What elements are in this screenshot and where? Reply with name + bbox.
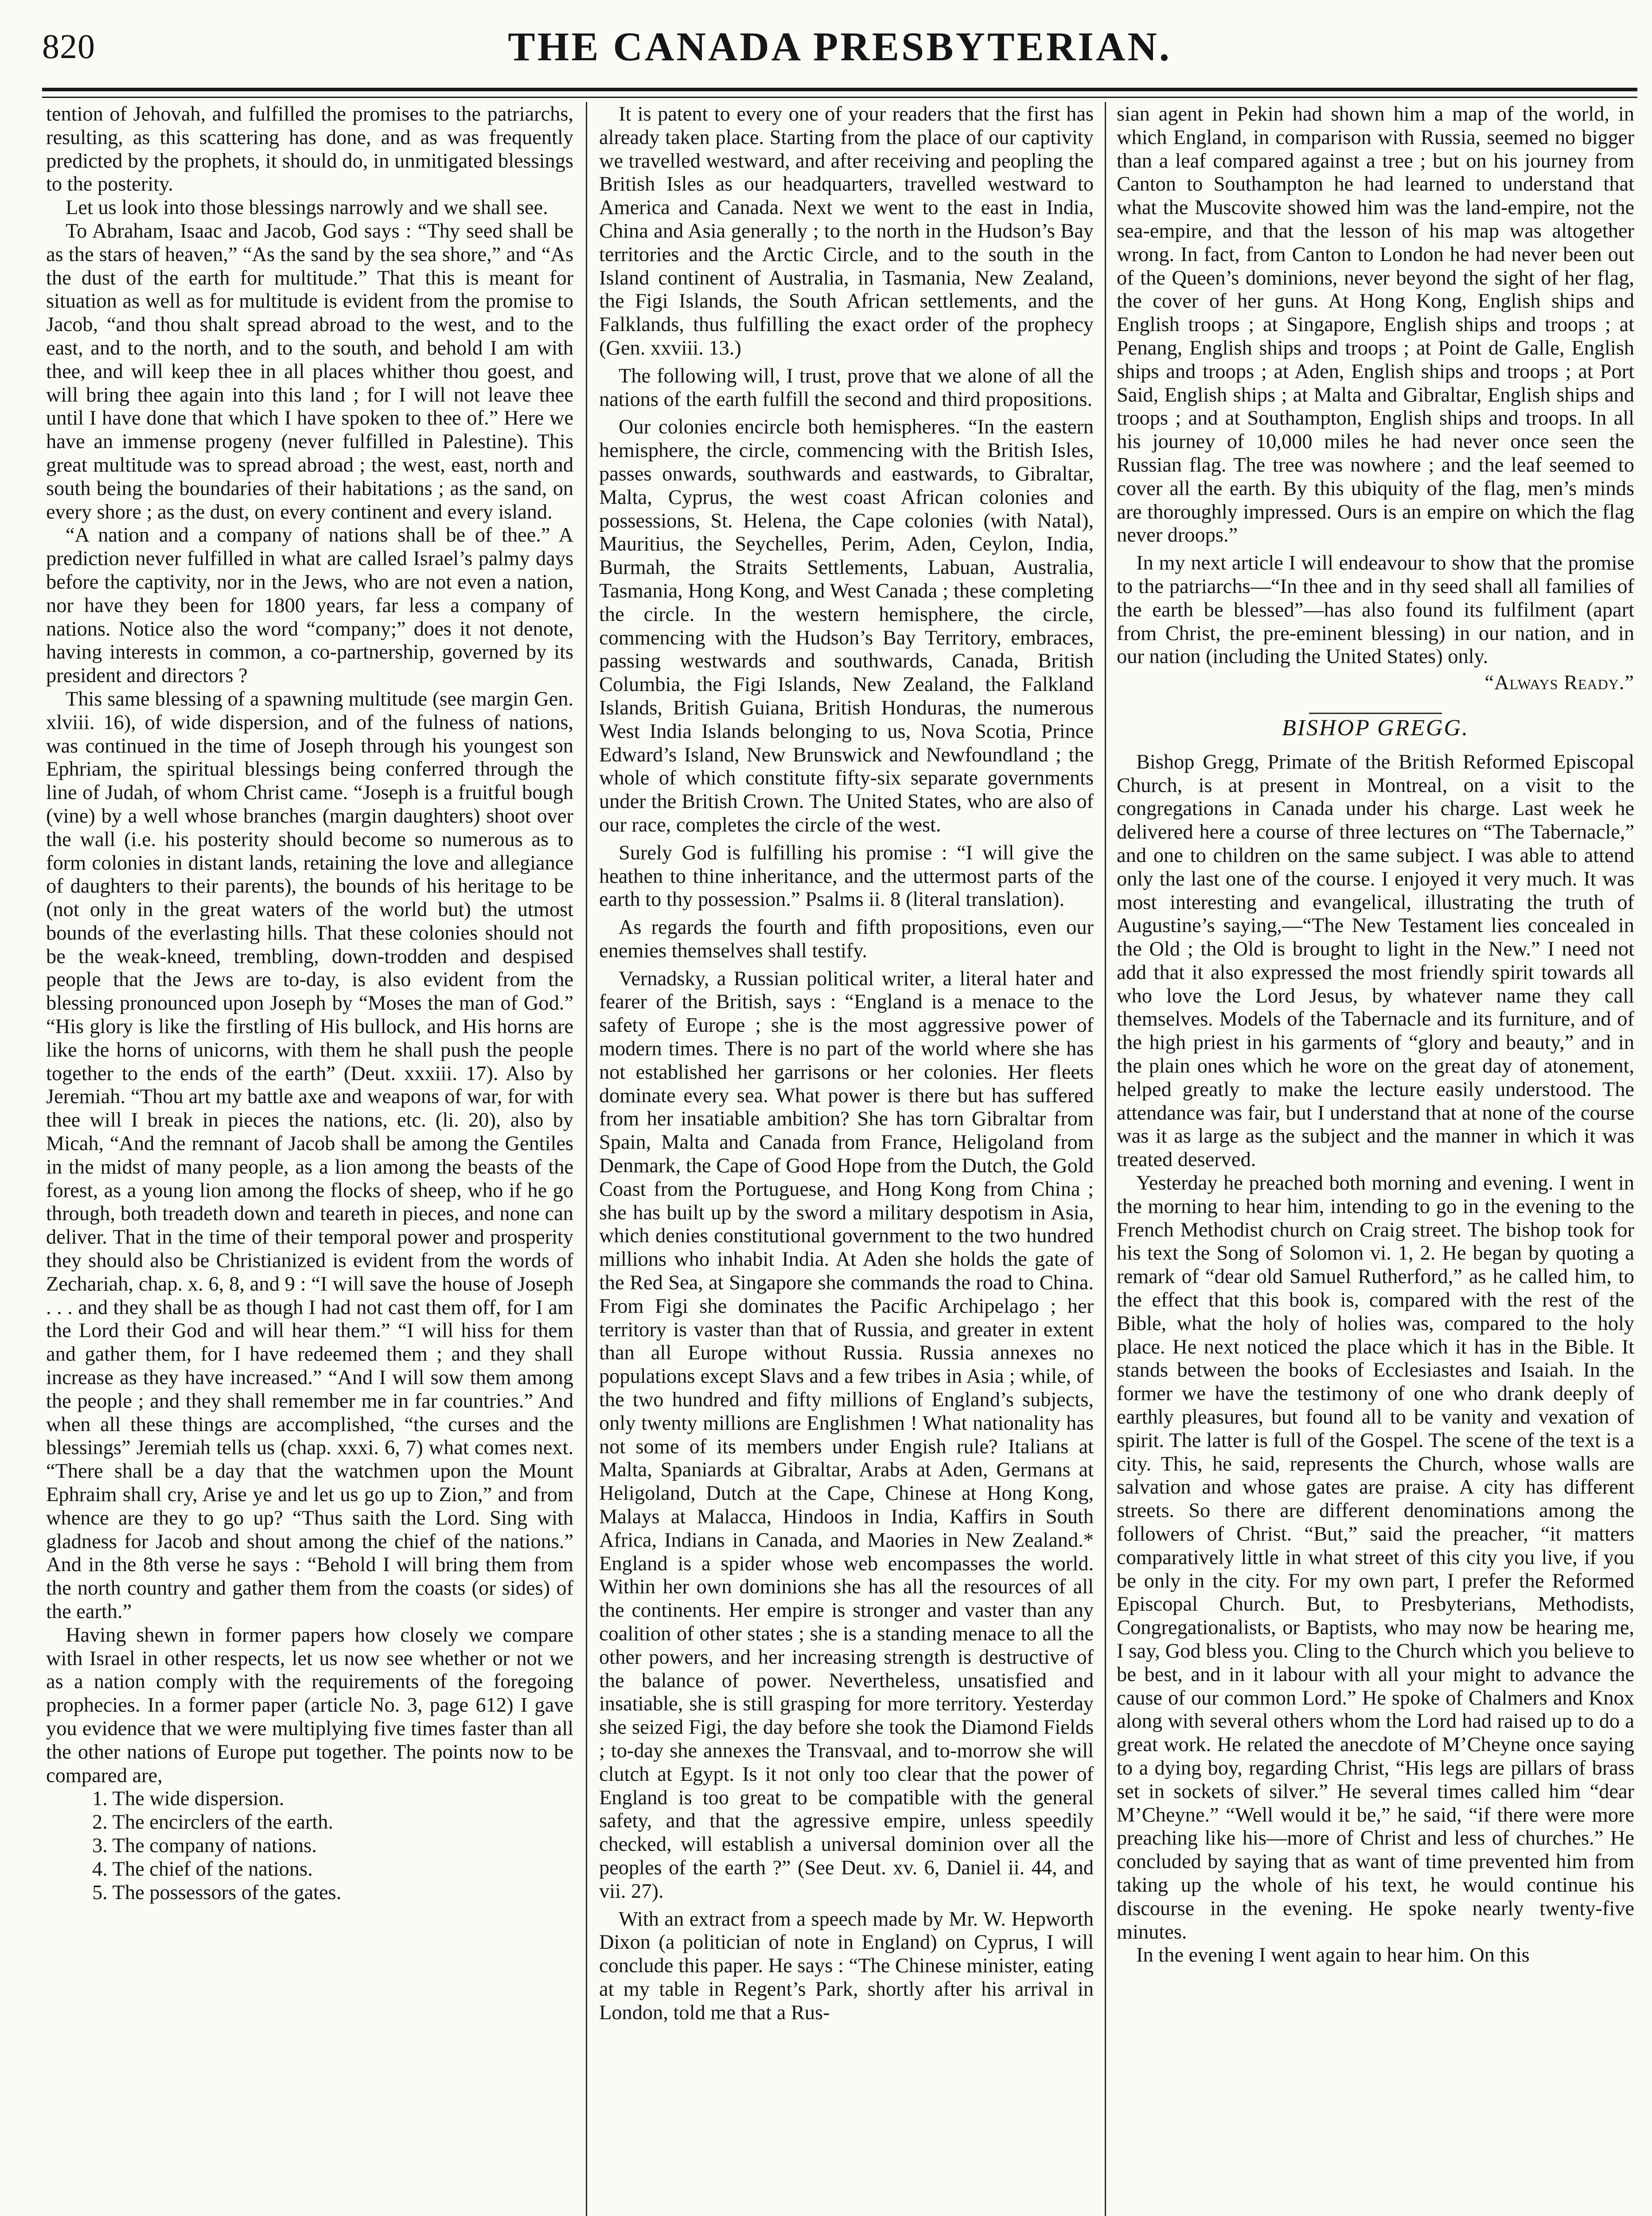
paragraph: With an extract from a speech made by Mr. W. Hepworth Dixon (a politician of note in England) on Cyprus, I will conclude this paper. He says : “The Chinese minister, eating at my table in Regent’s Park, shortly after his arrival in London, told me that a Rus- bbox=[599, 1908, 1094, 2024]
list-item: 2. The encirclers of the earth. bbox=[92, 1811, 333, 1834]
paragraph: In the evening I went again to hear him. On this bbox=[1136, 1944, 1530, 1967]
paragraph: Bishop Gregg, Primate of the British Reformed Episcopal Church, is at present in Montreal, on a visit to the congregations in Canada under his charge. Last week he delivered here a course of three lectures on “The Tabernacle,” and one to children on the same subject. I was able to attend only the last one of the course. I enjoyed it very much. It was most interesting and evangelical, illustrating the truth of Augustine’s saying,—“The New Testament lies concealed in the Old ; the Old is brought to light in the New.” I need not add that it also expressed the most friendly spirit towards all who love the Lord Jesus, by whatever name they call themselves. Models of the Tabernacle and its furniture, and of the high priest in his garments of “glory and beauty,” and in the plain ones which he wore on the great day of atonement, helped greatly to make the lecture easily understood. The attendance was fair, but I understand that at none of the course was it as large as the subject and the manner in which it was treated deserved. bbox=[1117, 750, 1634, 1171]
paragraph: “A nation and a company of nations shall be of thee.” A prediction never fulfilled in what are called Israel’s palmy days before the captivity, nor in the Jews, who are not even a nation, nor have they been for 1800 years, far less a company of nations. Notice also the word “company;” does it not denote, having interests in common, a co-partnership, governed by its president and directors ? bbox=[46, 524, 573, 687]
list-item: 5. The possessors of the gates. bbox=[92, 1881, 342, 1904]
paragraph: tention of Jehovah, and fulfilled the promises to the patriarchs, resulting, as this scattering has done, and as was frequently predicted by the prophets, it should do, in unmitigated blessings to the posterity. bbox=[46, 103, 573, 196]
column-3 bbox=[1117, 103, 1634, 1967]
list-item: 1. The wide dispersion. bbox=[92, 1787, 284, 1810]
paragraph: Surely God is fulfilling his promise : “I will give the heathen to thine inheritance, and the uttermost parts of the earth to thy possession.” Psalms ii. 8 (literal translation). bbox=[599, 841, 1094, 911]
paragraph: Yesterday he preached both morning and evening. I went in the morning to hear him, intending to go in the evening to the French Methodist church on Craig street. The bishop took for his text the Song of Solomon vi. 1, 2. He began by quoting a remark of “dear old Samuel Rutherford,” as he called him, to the effect that this book is, compared with the rest of the Bible, what the holy of holies was, compared to the holy place. He next noticed the place which it has in the Bible. It stands between the books of Ecclesiastes and Isaiah. In the former we have the testimony of one who drank deeply of earthly pleasures, but found all to be vanity and vexation of spirit. The latter is full of the Gospel. The scene of the text is a city. This, he said, represents the Church, whose walls are salvation and whose gates are praise. A city has different streets. So there are different denominations among the followers of Christ. “But,” said the preacher, “it matters comparatively little in what street of this city you live, if you be only in the city. For my own part, I prefer the Reformed Episcopal Church. But, to Presbyterians, Methodists, Congregationalists, or Baptists, who may now be hearing me, I say, God bless you. Cling to the Church which you believe to be best, and in it labour with all your might to advance the cause of our common Lord.” He spoke of Chalmers and Knox along with several others whom the Lord had raised up to do a great work. He related the anecdote of M’Cheyne once saying to a dying boy, regarding Christ, “His legs are pillars of brass set in sockets of silver.” He several times called him “dear M’Cheyne.” “Well would it be,” he said, “if there were more preaching like his—more of Christ and less of churches.” He concluded by saying that as want of time prevented him from taking up the whole of his text, he would continue his discourse in the evening. He spoke nearly twenty-five minutes. bbox=[1117, 1172, 1634, 1943]
section-divider bbox=[1309, 713, 1442, 714]
paragraph: This same blessing of a spawning multitude (see margin Gen. xlviii. 16), of wide dispersion, and of the fulness of nations, was continued in the time of Joseph through his youngest son Ephriam, the spiritual blessings being conferred through the line of Judah, of whom Christ came. “Joseph is a fruitful bough (vine) by a well whose branches (margin daughters) shoot over the wall (i.e. his posterity should become so numerous as to form colonies in distant lands, retaining the love and allegiance of daughters to their parents), the bounds of his heritage to be (not only in the great waters of the world but) the utmost bounds of the everlasting hills. That these colonies should not be the weak-kneed, trembling, down-trodden and despised people that the Jews are to-day, is also evident from the blessing pronounced upon Joseph by “Moses the man of God.” “His glory is like the firstling of His bullock, and His horns are like the horns of unicorns, with them he shall push the people together to the ends of the earth” (Deut. xxxiii. 17). Also by Jeremiah. “Thou art my battle axe and weapons of war, for with thee will I break in pieces the nations, etc. (li. 20), also by Micah, “And the remnant of Jacob shall be among the Gentiles in the midst of many people, as a lion among the beasts of the forest, as a young lion among the flocks of sheep, who if he go through, both treadeth down and teareth in pieces, and none can deliver. That in the time of their temporal power and prosperity they should also be Christianized is evident from the words of Zechariah, chap. x. 6, 8, and 9 : “I will save the house of Joseph . . . and they shall be as though I had not cast them off, for I am the Lord their God and will hear them.” “I will hiss for them and gather them, for I have redeemed them ; and they shall increase as they have increased.” “And I will sow them among the people ; and they shall remember me in far countries.” And when all these things are accomplished, “the curses and the blessings” Jeremiah tells us (chap. xxxi. 6, 7) what comes next. “There shall be a day that the watchmen upon the Mount Ephraim shall cry, Arise ye and let us go up to Zion,” and from whence are they to go up? “Thus saith the Lord. Sing with gladness for Jacob and shout among the chief of the nations.” And in the 8th verse he says : “Behold I will bring them from the north country and gather them from the coasts (or sides) of the earth.” bbox=[46, 687, 573, 1623]
column-divider bbox=[1105, 102, 1106, 2216]
masthead bbox=[42, 18, 1637, 89]
paragraph: As regards the fourth and fifth propositions, even our enemies themselves shall testify. bbox=[599, 916, 1094, 962]
paragraph: It is patent to every one of your readers that the first has already taken place. Starting from the place of our captivity we travelled westward, and after receiving and peopling the British Isles as our headquarters, travelled westward to America and Canada. Next we went to the east in India, China and Asia generally ; to the north in the Hudson’s Bay territories and the Arctic Circle, and to the south in the Island continent of Australia, in Tasmania, New Zealand, the Figi Islands, the South African settlements, and the Falklands, thus fulfilling the exact order of the prophecy (Gen. xxviii. 13.) bbox=[599, 103, 1094, 359]
paragraph: sian agent in Pekin had shown him a map of the world, in which England, in comparison with Russia, seemed no bigger than a leaf compared against a tree ; but on his journey from Canton to Southampton he had learned to understand that what the Muscovite showed him was the land-empire, not the sea-empire, and that the lesson of his map was altogether wrong. In fact, from Canton to London he had never been out of the Queen’s dominions, never beyond the sight of her flag, the cover of her guns. At Hong Kong, English ships and English troops ; at Singapore, English ships and troops ; at Penang, English ships and troops ; at Point de Galle, English ships and troops ; at Aden, English ships and troops ; at Port Said, English ships ; at Malta and Gibraltar, English ships and troops ; and at Southampton, English ships and troops. In all his journey of 10,000 miles he had never once seen the Russian flag. The tree was nowhere ; and the leaf seemed to cover all the earth. By this ubiquity of the flag, men’s minds are thoroughly impressed. Ours is an empire on which the flag never droops.” bbox=[1117, 103, 1634, 547]
section-heading: BISHOP GREGG. bbox=[1282, 715, 1469, 741]
paragraph: The following will, I trust, prove that we alone of all the nations of the earth fulfill the second and third propositions. bbox=[599, 364, 1094, 411]
column-1 bbox=[46, 103, 573, 1904]
paragraph: Having shewn in former papers how closely we compare with Israel in other respects, let us now see whether or not we as a nation comply with the requirements of the foregoing prophecies. In a former paper (article No. 3, page 612) I gave you evidence that we were multiplying five times faster than all the other nations of Europe put together. The points now to be compared are, bbox=[46, 1623, 573, 1787]
column-2 bbox=[599, 103, 1094, 2025]
paragraph: Let us look into those blessings narrowly and we shall see. bbox=[66, 196, 548, 219]
paragraph: Vernadsky, a Russian political writer, a literal hater and fearer of the British, says : “England is a menace to the safety of Europe ; she is the most aggressive power of modern times. There is no part of the world where she has not established her garrisons or her colonies. Her fleets dominate every sea. What power is there but has suffered from her insatiable ambition? She has torn Gibraltar from Spain, Malta and Canada from France, Heligoland from Denmark, the Cape of Good Hope from the Dutch, the Gold Coast from the Portuguese, and Hong Kong from China ; she has built up by the sword a military despotism in Asia, which denies constitutional government to the two hundred millions who inhabit India. At Aden she holds the gate of the Red Sea, at Singapore she commands the road to China. From Figi she dominates the Pacific Archipelago ; her territory is vaster than that of Russia, and greater in extent than all Europe without Russia. Russia annexes no populations except Slavs and a few tribes in Asia ; while, of the two hundred and fifty millions of England’s subjects, only twenty millions are Englishmen ! What nationality has not some of its members under Engish rule? Italians at Malta, Spaniards at Gibraltar, Arabs at Aden, Germans at Heligoland, Dutch at the Cape, Chinese at Hong Kong, Malays at Malacca, Hindoos in India, Kaffirs in South Africa, Indians in Canada, and Maories in New Zealand.* England is a spider whose web encompasses the world. Within her own dominions she has all the resources of all the continents. Her empire is stronger and vaster than any coalition of other states ; she is a standing menace to all the other powers, and her increasing strength is destructive of the balance of power. Nevertheless, unsatisfied and insatiable, she is still grasping for more territory. Yesterday she seized Figi, the day before she took the Diamond Fields ; to-day she annexes the Transvaal, and to-morrow she will clutch at Egypt. Is it not only too clear that the power of England is too great to be compatible with the general safety, and that the agressive empire, unless speedily checked, will establish a universal dominion over all the peoples of the earth ?” (See Deut. xv. 6, Daniel ii. 44, and vii. 27). bbox=[599, 967, 1094, 1903]
paragraph: To Abraham, Isaac and Jacob, God says : “Thy seed shall be as the stars of heaven,” “As the sand by the sea shore,” and “As the dust of the earth for multitude.” That this is meant for situation as well as for multitude is evident from the promise to Jacob, “and thou shalt spread abroad to the west, and to the east, and to the north, and to the south, and behold I am with thee, and will keep thee in all places whither thou goest, and will bring thee again into this land ; for I will not leave thee until I have done that which I have spoken to thee of.” Here we have an immense progeny (never fulfilled in Palestine). This great multitude was to spread abroad ; the west, east, north and south being the boundaries of their habitations ; as the sand, on every shore ; as the dust, on every continent and every island. bbox=[46, 219, 573, 523]
paragraph: In my next article I will endeavour to show that the promise to the patriarchs—“In thee and in thy seed shall all families of the earth be blessed”—has also found its fulfilment (apart from Christ, the pre-eminent blessing) in our nation, and in our nation (including the United States) only. bbox=[1117, 552, 1634, 668]
header-rule-thick bbox=[42, 88, 1637, 91]
list-item: 4. The chief of the nations. bbox=[92, 1857, 313, 1880]
article-signature: “Always Ready.” bbox=[1484, 671, 1634, 694]
list-item: 3. The company of nations. bbox=[92, 1834, 317, 1857]
newspaper-title: THE CANADA PRESBYTERIAN. bbox=[508, 24, 1172, 69]
page-number: 820 bbox=[42, 27, 95, 66]
header-rule-thin bbox=[42, 97, 1637, 98]
paragraph: Our colonies encircle both hemispheres. “In the eastern hemisphere, the circle, commencing with the British Isles, passes onwards, southwards and eastwards, to Gibraltar, Malta, Cyprus, the west coast African colonies and possessions, St. Helena, the Cape colonies (with Natal), Mauritius, the Seychelles, Perim, Aden, Ceylon, India, Burmah, the Straits Settlements, Labuan, Australia, Tasmania, Hong Kong, and West Canada ; these completing the circle. In the western hemisphere, the circle, commencing with the Hudson’s Bay Territory, embraces, passing westwards and southwards, Canada, British Columbia, the Figi Islands, New Zealand, the Falkland Islands, British Guiana, British Honduras, the numerous West India Islands belonging to us, Nova Scotia, Prince Edward’s Island, New Brunswick and Newfoundland ; the whole of which constitute fifty-six separate governments under the British Crown. The United States, who are also of our race, completes the circle of the west. bbox=[599, 416, 1094, 836]
column-divider bbox=[586, 102, 587, 2216]
